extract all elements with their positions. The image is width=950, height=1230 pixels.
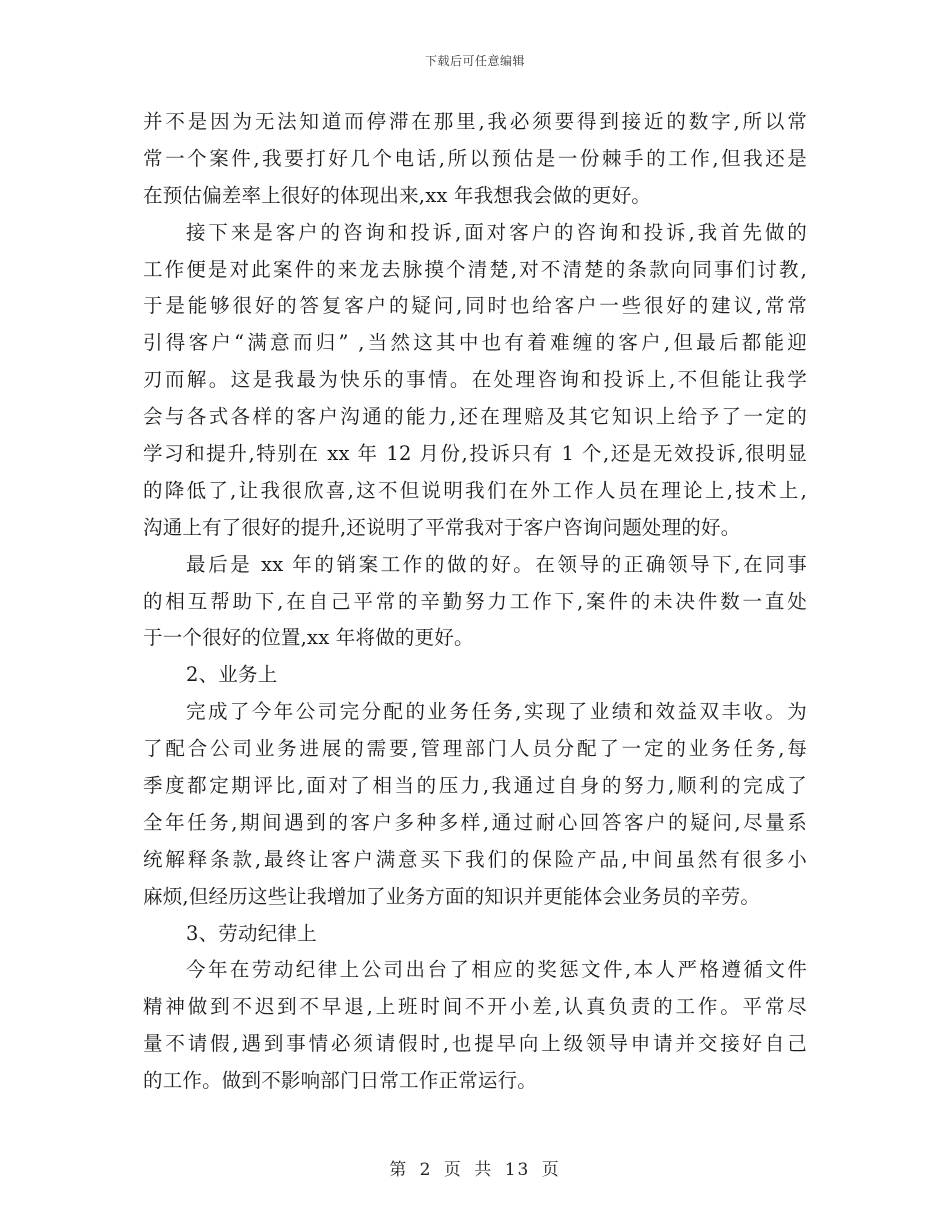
paragraph-first-line: 完成了今年公司完分配的业务任务,实现了业绩和效益双丰收。为 [186,700,807,724]
section-heading: 2、业务上 [186,663,278,687]
text-line: 量不请假,遇到事情必须请假时,也提早向上级领导申请并交接好自己 [143,1032,807,1056]
section-heading: 3、劳动纪律上 [186,921,317,945]
paragraph-first-line: 接下来是客户的咨询和投诉,面对客户的咨询和投诉,我首先做的 [186,220,807,244]
text-line: 沟通上有了很好的提升,还说明了平常我对于客户咨询问题处理的好。 [143,515,741,539]
page-header: 下载后可任意编辑 [424,54,525,68]
text-line: 学习和提升,特别在 xx 年 12 月份,投诉只有 1 个,还是无效投诉,很明显 [143,442,807,466]
text-line: 于一个很好的位置,xx 年将做的更好。 [143,626,474,650]
paragraph-first-line: 最后是 xx 年的销案工作的做的好。在领导的正确领导下,在同事 [186,552,807,576]
text-line: 季度都定期评比,面对了相当的压力,我通过自身的努力,顺利的完成了 [143,774,807,798]
text-line: 精神做到不迟到不早退,上班时间不开小差,认真负责的工作。平常尽 [143,995,807,1019]
text-line: 的相互帮助下,在自己平常的辛勤努力工作下,案件的未决件数一直处 [143,589,807,613]
text-line: 刃而解。这是我最为快乐的事情。在处理咨询和投诉上,不但能让我学 [143,368,807,392]
text-line: 统解释条款,最终让客户满意买下我们的保险产品,中间虽然有很多小 [143,847,807,871]
document-body [143,104,807,1100]
text-line: 工作便是对此案件的来龙去脉摸个清楚,对不清楚的条款向同事们讨教, [143,257,807,281]
paragraph-first-line: 今年在劳动纪律上公司出台了相应的奖惩文件,本人严格遵循文件 [186,958,807,982]
page-footer: 第 2 页 共 13 页 [389,1160,561,1180]
text-line: 并不是因为无法知道而停滞在那里,我必须要得到接近的数字,所以常 [143,110,807,133]
text-line: 了配合公司业务进展的需要,管理部门人员分配了一定的业务任务,每 [143,737,807,761]
text-line: 在预估偏差率上很好的体现出来,xx 年我想我会做的更好。 [143,183,651,207]
text-line: 于是能够很好的答复客户的疑问,同时也给客户一些很好的建议,常常 [143,294,807,318]
text-line: 全年任务,期间遇到的客户多种多样,通过耐心回答客户的疑问,尽量系 [143,810,807,834]
text-line: 的工作。做到不影响部门日常工作正常运行。 [143,1069,538,1093]
text-line: 常一个案件,我要打好几个电话,所以预估是一份棘手的工作,但我还是 [143,146,807,170]
text-line: 引得客户“满意而归” ,当然这其中也有着难缠的客户,但最后都能迎 [143,331,807,355]
text-line: 麻烦,但经历这些让我增加了业务方面的知识并更能体会业务员的辛劳。 [143,884,761,908]
text-line: 的降低了,让我很欣喜,这不但说明我们在外工作人员在理论上,技术上, [143,478,807,502]
text-line: 会与各式各样的客户沟通的能力,还在理赔及其它知识上给予了一定的 [143,405,807,429]
